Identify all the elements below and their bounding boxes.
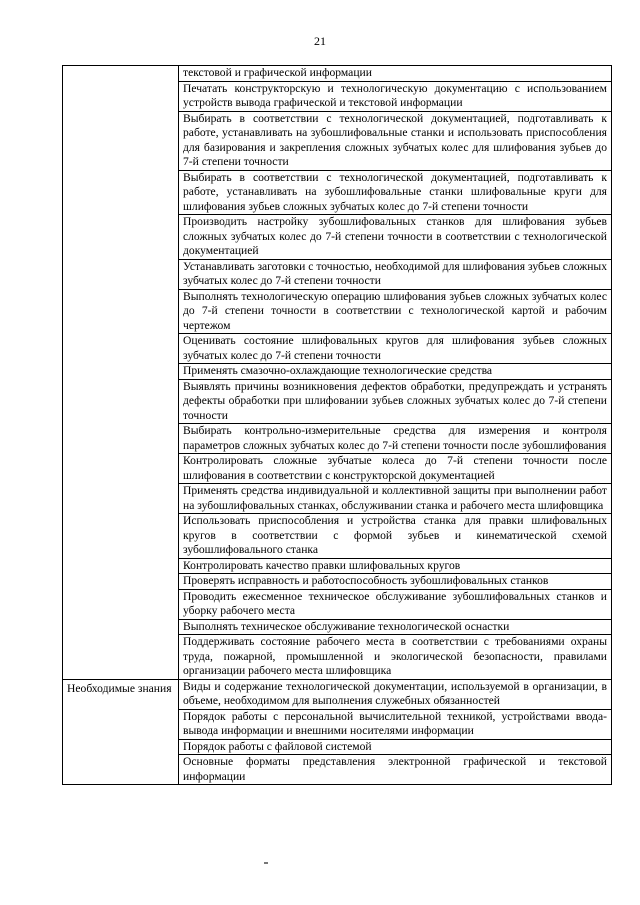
list-item: Выбирать в соответствии с технологической документацией, подготавливать к работе, устанавливать на зубошлифовальные станки и использовать приспособления для базирования и закрепления сложных зубчатых колес для шлифования зубьев до 7-й степени точности: [179, 112, 611, 171]
list-item: Проверять исправность и работоспособность зубошлифовальных станков: [179, 574, 611, 590]
list-item: Производить настройку зубошлифовальных станков для шлифования зубьев сложных зубчатых колес до 7-й степени точности в соответствии с технологической документацией: [179, 215, 611, 260]
knowledge-label-cell: [63, 679, 179, 785]
list-item: Поддерживать состояние рабочего места в соответствии с требованиями охраны труда, пожарной, промышленной и экологической безопасности, правилами организации рабочего места шлифовщика: [183, 635, 607, 677]
list-item: Основные форматы представления электронной графической и текстовой информации: [183, 755, 607, 783]
list-item: Проводить ежесменное техническое обслуживание зубошлифовальных станков и уборку рабочего места: [179, 590, 611, 620]
list-item: Оценивать состояние шлифовальных кругов для шлифования зубьев сложных зубчатых колес до 7-й степени точности: [179, 334, 611, 364]
abilities-list: [179, 66, 612, 680]
list-item: Выполнять технологическую операцию шлифования зубьев сложных зубчатых колес до 7-й степени точности в соответствии с технологической картой и рабочим чертежом: [179, 290, 611, 335]
list-item: Выбирать в соответствии с технологической документацией, подготавливать к работе, устанавливать на зубошлифовальные станки шлифовальные круги для шлифования зубьев сложных зубчатых колес до 7-й степени точности: [179, 171, 611, 216]
list-item: Применять смазочно-охлаждающие технологические средства: [179, 364, 611, 380]
list-item: Выполнять техническое обслуживание технологической оснастки: [179, 620, 611, 636]
abilities-row: [63, 66, 612, 680]
knowledge-label: Необходимые знания: [67, 681, 172, 695]
knowledge-row: [63, 679, 612, 785]
list-item: Контролировать сложные зубчатые колеса до 7-й степени точности после шлифования в соответствии с конструкторской документацией: [179, 454, 611, 484]
list-item: Контролировать качество правки шлифовальных кругов: [179, 559, 611, 575]
abilities-label-cell: [63, 66, 179, 680]
requirements-table: [62, 65, 612, 785]
list-item: Виды и содержание технологической документации, используемой в организации, в объеме, необходимом для выполнения служебных обязанностей: [179, 680, 611, 710]
list-item: Устанавливать заготовки с точностью, необходимой для шлифования зубьев сложных зубчатых колес до 7-й степени точности: [179, 260, 611, 290]
knowledge-list: [179, 679, 612, 785]
list-item: Порядок работы с файловой системой: [179, 740, 611, 756]
list-item: текстовой и графической информации: [179, 66, 611, 82]
list-item: Выявлять причины возникновения дефектов обработки, предупреждать и устранять дефекты обработки при шлифовании зубьев сложных зубчатых колес до 7-й степени точности: [179, 380, 611, 425]
list-item: Применять средства индивидуальной и коллективной защиты при выполнении работ на зубошлифовальных станках, обслуживании станка и рабочего места шлифовщика: [179, 484, 611, 514]
list-item: Выбирать контрольно-измерительные средства для измерения и контроля параметров сложных зубчатых колес до 7-й степени точности после зубошлифования: [179, 424, 611, 454]
scan-mark: [264, 862, 268, 864]
list-item: Порядок работы с персональной вычислительной техникой, устройствами ввода-вывода информации и внешними носителями информации: [179, 710, 611, 740]
page-number: 21: [314, 34, 326, 48]
list-item: Использовать приспособления и устройства станка для правки шлифовальных кругов в соответствии с формой зубьев и кинематической схемой зубошлифовального станка: [179, 514, 611, 559]
list-item: Печатать конструкторскую и технологическую документацию с использованием устройств вывода графической и текстовой информации: [179, 82, 611, 112]
